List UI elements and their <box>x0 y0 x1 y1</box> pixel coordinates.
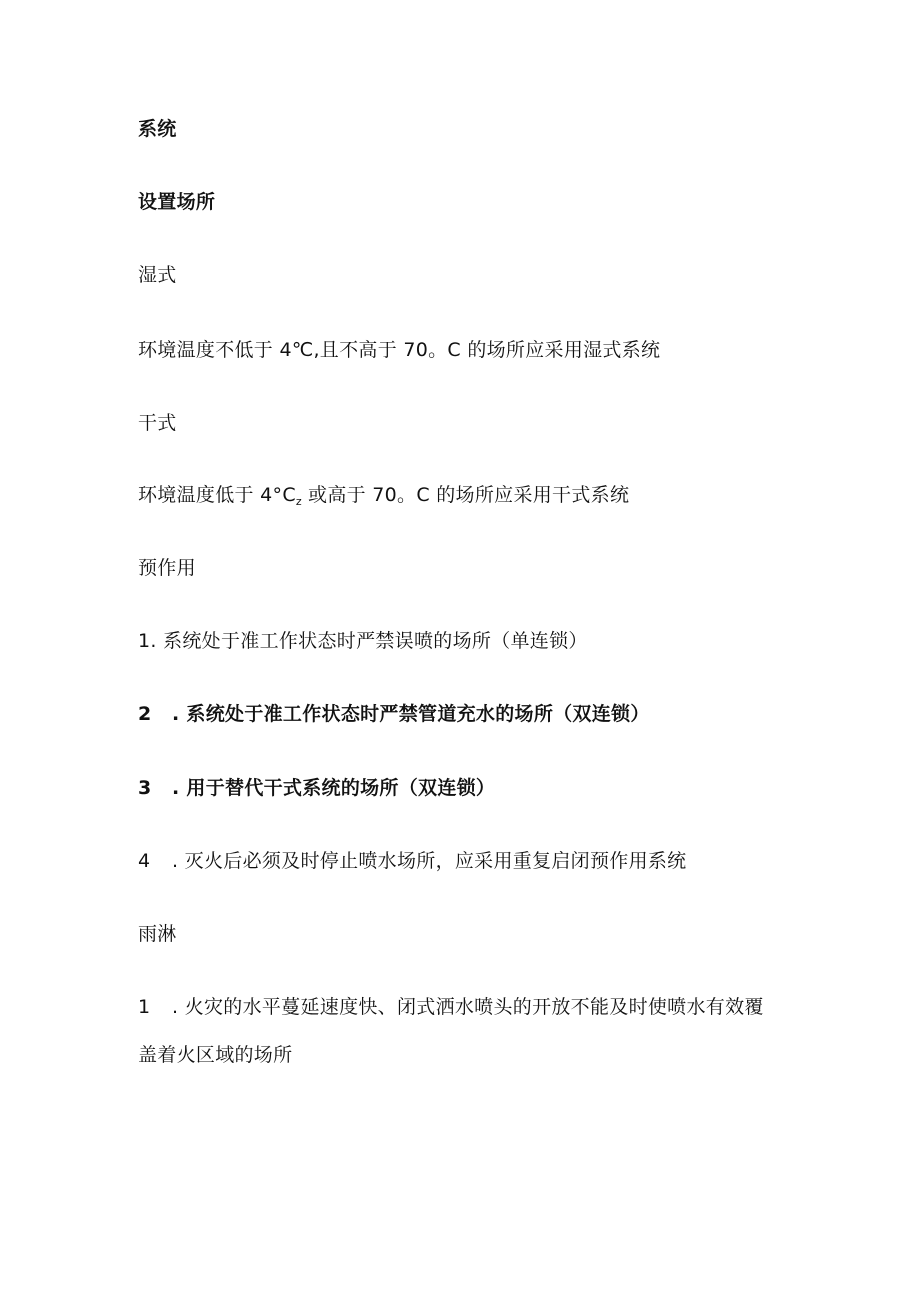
preaction-item-4-number: 4 <box>138 850 151 872</box>
deluge-item-1-line-2: 盖着火区域的场所 <box>138 1044 293 1066</box>
preaction-item-4-text: . 灭火后必须及时停止喷水场所，应采用重复启闭预作用系统 <box>172 850 687 872</box>
preaction-system-title: 预作用 <box>138 557 196 579</box>
heading-system: 系统 <box>138 118 177 140</box>
deluge-item-1-line-1 <box>138 995 764 1019</box>
dry-text-before: 环境温度低于 4°C <box>138 484 296 506</box>
dry-text-after: 或高于 70。C 的场所应采用干式系统 <box>301 484 630 506</box>
preaction-item-4 <box>138 849 686 873</box>
preaction-item-2-number: 2 <box>138 703 152 725</box>
wet-system-description: 环境温度不低于 4℃,且不高于 70。C 的场所应采用湿式系统 <box>138 339 661 361</box>
dry-system-description <box>138 483 629 510</box>
deluge-item-1-text-line-1: . 火灾的水平蔓延速度快、闭式洒水喷头的开放不能及时使喷水有效覆 <box>172 996 764 1018</box>
dry-system-title: 干式 <box>138 412 177 434</box>
deluge-item-1-number: 1 <box>138 996 151 1018</box>
preaction-item-3 <box>138 776 495 800</box>
wet-system-title: 湿式 <box>138 264 177 286</box>
preaction-item-3-number: 3 <box>138 777 152 799</box>
heading-location: 设置场所 <box>138 191 216 213</box>
dry-text-subscript: z <box>295 495 302 508</box>
preaction-item-2 <box>138 702 650 726</box>
preaction-item-3-text: . 用于替代干式系统的场所（双连锁） <box>172 777 496 799</box>
preaction-item-1: 1. 系统处于准工作状态时严禁误喷的场所（单连锁） <box>138 630 588 652</box>
deluge-system-title: 雨淋 <box>138 923 177 945</box>
preaction-item-2-text: . 系统处于准工作状态时严禁管道充水的场所（双连锁） <box>172 703 650 725</box>
